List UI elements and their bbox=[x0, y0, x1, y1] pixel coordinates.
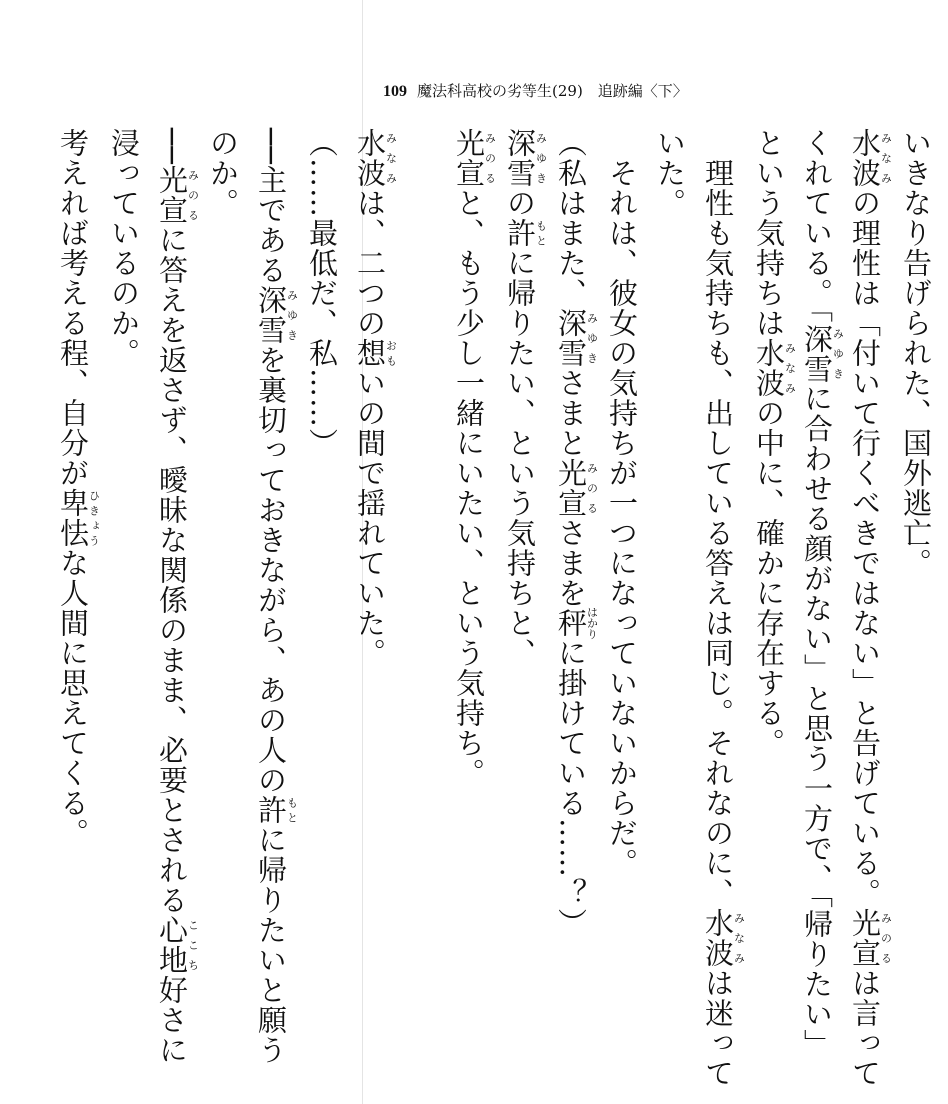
paragraph-text: ── bbox=[155, 128, 189, 165]
ruby-base: 深雪 bbox=[503, 128, 537, 188]
paragraph-1 bbox=[892, 128, 940, 1088]
ruby-base: 光宣 bbox=[452, 128, 486, 188]
ruby-reading: おも bbox=[384, 338, 398, 368]
ruby-base: 水波 bbox=[848, 128, 882, 188]
vertical-body-text bbox=[8, 128, 940, 1088]
ruby-base: 水波 bbox=[353, 128, 387, 188]
ruby-base: 心地 bbox=[155, 914, 189, 975]
paragraph-text: を裏切っておきながら、あの人の bbox=[254, 344, 288, 795]
paragraph-4 bbox=[598, 128, 646, 1088]
paragraph-text: に合わせる顔がない」と思う一方で、「帰りたい」という気持ちは bbox=[752, 128, 834, 1059]
ruby-reading: みゆき bbox=[534, 128, 548, 188]
paragraph-text: 考えれば考える程、自分が bbox=[56, 128, 90, 488]
ruby-base: 深雪 bbox=[554, 308, 588, 368]
book-title: 魔法科高校の劣等生(29) 追跡編〈下〉 bbox=[417, 82, 688, 100]
paragraph-text: いの間で揺れていた。 bbox=[353, 368, 387, 668]
paragraph-text: は迷っていた。 bbox=[653, 128, 735, 1088]
paragraph-text: と、もう少し一緒にいたい、という気持ち。 bbox=[452, 188, 486, 788]
ruby-reading: みなみ bbox=[783, 338, 797, 398]
ruby-base: 許 bbox=[503, 218, 537, 248]
paragraph-text: は、二つの bbox=[353, 188, 387, 338]
paragraph-text: な人間に思えてくる。 bbox=[56, 548, 90, 848]
paragraph-text: に掛けている……？） bbox=[554, 638, 588, 938]
ruby-reading: もと bbox=[285, 794, 299, 825]
paragraph-text: それは、彼女の気持ちが一つになっていないからだ。 bbox=[605, 158, 639, 878]
paragraph-2 bbox=[745, 128, 892, 1088]
ruby-reading: はかり bbox=[585, 606, 599, 640]
ruby-base: 光宣 bbox=[155, 164, 189, 225]
paragraph-text: の理性は「付いて行くべきではない」と告げている。 bbox=[848, 188, 882, 908]
ruby-reading: みのる bbox=[483, 128, 497, 188]
paragraph-text: ──主である bbox=[254, 128, 288, 285]
ruby-reading: みゆき bbox=[831, 323, 845, 384]
paragraph-text: は言ってくれている。「 bbox=[800, 128, 882, 1088]
blank-line bbox=[397, 128, 445, 1088]
paragraph-text: の bbox=[503, 188, 537, 218]
page-number: 109 bbox=[383, 83, 407, 100]
ruby-reading: みのる bbox=[186, 164, 200, 225]
paragraph-text: 理性も気持ちも、出している答えは同じ。それなのに、 bbox=[701, 158, 735, 908]
paragraph-text: に帰りたいと願うのか。 bbox=[206, 128, 288, 1065]
ruby-reading: みゆき bbox=[585, 308, 599, 368]
ruby-base: 深雪 bbox=[254, 284, 288, 345]
paragraph-text: さまと bbox=[554, 368, 588, 458]
paragraph-9 bbox=[298, 128, 346, 1088]
ruby-base: 卑怯 bbox=[56, 488, 90, 548]
ruby-reading: ひきょう bbox=[87, 488, 101, 548]
ruby-base: 想 bbox=[353, 338, 387, 368]
ruby-reading: みのる bbox=[585, 458, 599, 518]
paragraph-7 bbox=[445, 128, 496, 1088]
paragraph-11 bbox=[100, 128, 199, 1088]
paragraph-text: に帰りたい、という気持ちと、 bbox=[503, 248, 537, 668]
ruby-base: 水波 bbox=[701, 908, 735, 968]
ruby-reading: ここち bbox=[186, 914, 200, 975]
paragraph-text: に答えを返さず、曖昧な関係のまま、必要とされる bbox=[155, 224, 189, 915]
paragraph-8 bbox=[346, 128, 397, 1088]
ruby-base: 秤 bbox=[554, 606, 588, 640]
ruby-base: 光宣 bbox=[554, 458, 588, 518]
ruby-reading: みなみ bbox=[384, 128, 398, 188]
ruby-base: 光宣 bbox=[848, 908, 882, 968]
paragraph-text: の中に、確かに存在する。 bbox=[752, 398, 786, 758]
ruby-reading: みなみ bbox=[879, 128, 893, 188]
ruby-reading: もと bbox=[534, 218, 548, 248]
paragraph-text: 好さに浸っているのか。 bbox=[107, 128, 189, 1065]
paragraph-5 bbox=[547, 128, 598, 1088]
paragraph-10 bbox=[199, 128, 298, 1088]
paragraph-text: いきなり告げられた、国外逃亡。 bbox=[899, 128, 933, 578]
paragraph-text: （……最低だ、私……） bbox=[305, 128, 339, 458]
ruby-reading: みゆき bbox=[285, 284, 299, 345]
ruby-base: 深雪 bbox=[800, 323, 834, 384]
paragraph-6 bbox=[496, 128, 547, 1088]
running-header bbox=[383, 81, 783, 102]
paragraph-text: さまを bbox=[554, 518, 588, 608]
ruby-base: 水波 bbox=[752, 338, 786, 398]
paragraph-3 bbox=[646, 128, 745, 1088]
ruby-base: 許 bbox=[254, 794, 288, 825]
paragraph-12 bbox=[49, 128, 100, 1088]
ruby-reading: みなみ bbox=[732, 908, 746, 968]
paragraph-text: （私はまた、 bbox=[554, 128, 588, 308]
ruby-reading: みのる bbox=[879, 908, 893, 968]
